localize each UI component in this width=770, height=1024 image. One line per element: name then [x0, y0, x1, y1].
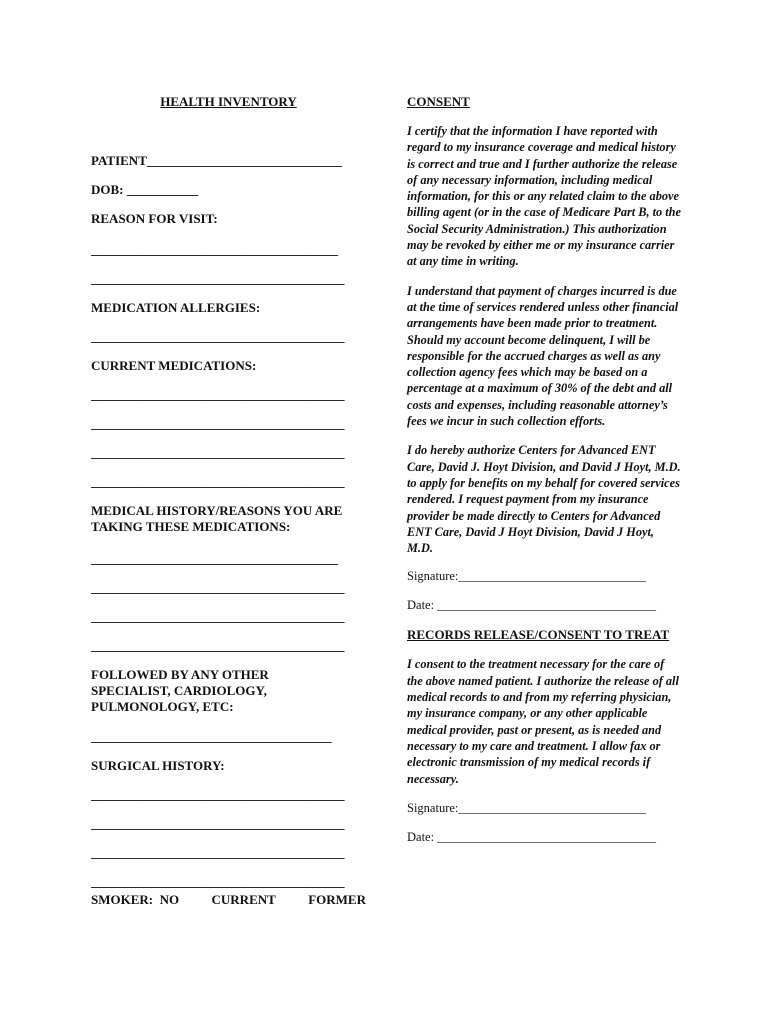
- consent-date-field[interactable]: Date: ___________________________________: [407, 598, 656, 613]
- medications-line[interactable]: _______________________________________: [91, 474, 345, 489]
- consent-paragraph-authorize: I do hereby authorize Centers for Advanced ENT Care, David J. Hoyt Division, and David J Hoyt, M.D. to apply for benefits on my behalf for covered services rendered. I request payment from my insurance provider be made directly to Centers for Advanced ENT Care, David J Hoyt Division, David J Hoyt, M.D.: [407, 443, 681, 556]
- records-signature-field[interactable]: Signature:______________________________: [407, 800, 646, 815]
- allergies-line[interactable]: _______________________________________: [91, 329, 345, 344]
- smoker-label: SMOKER: NO: [91, 892, 180, 907]
- smoker-current-option[interactable]: CURRENT: [211, 892, 276, 907]
- medications-line[interactable]: _______________________________________: [91, 416, 345, 431]
- surgical-line[interactable]: _______________________________________: [91, 816, 345, 831]
- history-line[interactable]: _______________________________________: [91, 580, 345, 595]
- health-inventory-column: [91, 94, 366, 908]
- consent-column: [407, 94, 682, 845]
- medications-line[interactable]: _______________________________________: [91, 445, 345, 460]
- dob-field[interactable]: DOB: ___________: [91, 182, 199, 197]
- surgical-line[interactable]: _______________________________________: [91, 874, 345, 889]
- reason-for-visit-label: REASON FOR VISIT:: [91, 211, 218, 226]
- consent-paragraph-certify: I certify that the information I have reported with regard to my insurance coverage and medical history is correct and true and I further authorize the release of any necessary information, including medical information, for this or any related claim to the above billing agent (or in the case of Medicare Part B, to the Social Security Administration.) This authorization may be revoked by either me or my insurance carrier at any time in writing.: [407, 124, 681, 269]
- consent-paragraph-payment: I understand that payment of charges incurred is due at the time of services rendered unless other financial arrangements have been made prior to treatment. Should my account become delinquent, I will be responsible for the accrued charges as well as any collection agency fees which may be based on a percentage at a maximum of 30% of the debt and all costs and expenses, including reasonable attorney’s fees we incur in such collection efforts.: [407, 283, 679, 429]
- medications-line[interactable]: _______________________________________: [91, 387, 345, 402]
- followed-line[interactable]: _____________________________________: [91, 729, 332, 744]
- current-medications-label: CURRENT MEDICATIONS:: [91, 358, 257, 373]
- surgical-line[interactable]: _______________________________________: [91, 845, 345, 860]
- medical-history-label: MEDICAL HISTORY/REASONS YOU ARE TAKING THESE MEDICATIONS:: [91, 503, 343, 534]
- surgical-history-label: SURGICAL HISTORY:: [91, 758, 225, 773]
- records-date-field[interactable]: Date: ___________________________________: [407, 829, 656, 844]
- history-line[interactable]: _______________________________________: [91, 638, 345, 653]
- history-line[interactable]: ______________________________________: [91, 551, 338, 566]
- medication-allergies-label: MEDICATION ALLERGIES:: [91, 300, 261, 315]
- health-inventory-title: HEALTH INVENTORY: [160, 94, 297, 109]
- consent-title: CONSENT: [407, 94, 470, 109]
- records-release-paragraph: I consent to the treatment necessary for the care of the above named patient. I authorize the release of all medical records to and from my referring physician, my insurance company, or any other applicable medical provider, past or present, as is needed and necessary to my care and treatment. I allow fax or electronic transmission of my medical records if necessary.: [407, 657, 679, 786]
- consent-signature-field[interactable]: Signature:______________________________: [407, 569, 646, 584]
- reason-line[interactable]: _______________________________________: [91, 271, 345, 286]
- reason-line[interactable]: ______________________________________: [91, 242, 338, 257]
- records-release-title: RECORDS RELEASE/CONSENT TO TREAT: [407, 627, 670, 643]
- history-line[interactable]: _______________________________________: [91, 609, 345, 624]
- patient-field[interactable]: PATIENT______________________________: [91, 153, 342, 168]
- followed-by-label: FOLLOWED BY ANY OTHER SPECIALIST, CARDIOLOGY, PULMONOLOGY, ETC:: [91, 667, 269, 714]
- smoker-row: [91, 892, 366, 908]
- smoker-former-option[interactable]: FORMER: [308, 892, 366, 907]
- smoker-no-option[interactable]: NO: [159, 892, 180, 907]
- surgical-line[interactable]: _______________________________________: [91, 787, 345, 802]
